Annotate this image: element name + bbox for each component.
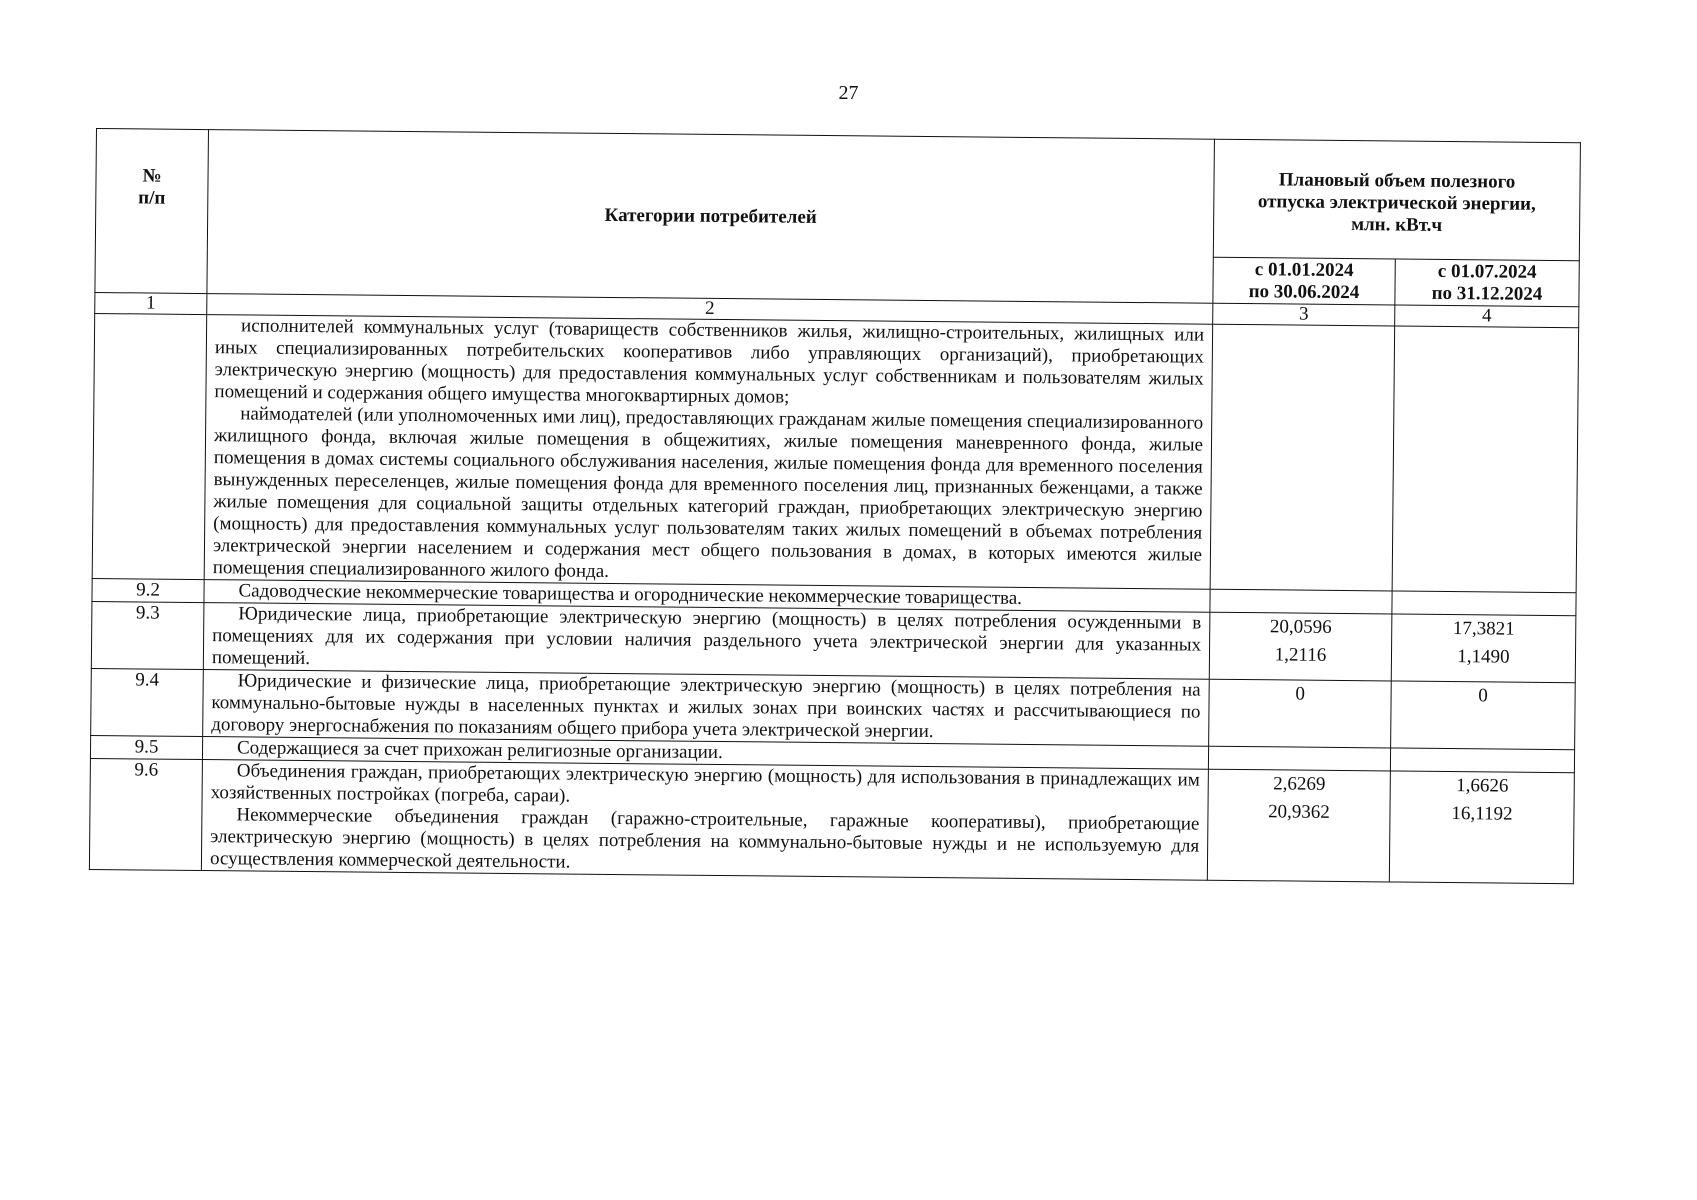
value-entry: 0 xyxy=(1478,685,1488,707)
value-entry: 17,3821 xyxy=(1452,618,1515,640)
value-entry: 20,9362 xyxy=(1268,801,1330,823)
column-index-3: 3 xyxy=(1213,303,1395,326)
column-index-1: 1 xyxy=(95,292,207,314)
value-period-2 xyxy=(1389,771,1574,884)
value-entry: 1,1490 xyxy=(1457,646,1510,668)
row-category-text xyxy=(201,760,1208,881)
value-period-2 xyxy=(1390,748,1574,773)
header-period-2: с 01.07.2024 по 31.12.2024 xyxy=(1395,259,1579,307)
category-paragraph: Юридические лица, приобретающие электрическую энергию (мощность) в целях потребления осужденными в помещениях для их содержания при условии наличия раздельного учета электрической энергии для указанных помещений. xyxy=(211,603,1202,670)
value-period-1 xyxy=(1209,612,1392,681)
row-category-text xyxy=(204,315,1212,590)
value-period-2 xyxy=(1391,681,1576,750)
category-paragraph: Садоводческие некоммерческие товарищества и огороднические некоммерческие товарищества. xyxy=(238,580,1023,609)
category-paragraph: Объединения граждан, приобретающих электрическую энергию (мощность) для использования в принадлежащих им хозяйственных постройках (погреба, сараи). xyxy=(210,760,1200,807)
category-paragraph: наймодателей (или уполномоченных ими лиц), предоставляющих гражданам жилые помещения специализированного жилищного фонда, включая жилые помещения в общежитиях, жилые помещения маневренного фонда, жилые помещения в домах системы социального обслуживания населения, жилые помещения фонда для временного поселения вынужденных переселенцев, жилые помещения фонда для временного поселения лиц, признанных беженцами, а также жилые помещения для социальной защиты отдельных категорий граждан, приобретающих электрическую энергию (мощность) для предоставления коммунальных услуг пользователям таких жилых помещений в объемах потребления электрической энергии населением и содержания мест общего пользования в домах, в которых имеются жилые помещения специализированного жилого фонда. xyxy=(212,403,1204,582)
row-number: 9.6 xyxy=(89,758,202,870)
row-category-text xyxy=(203,603,1210,680)
table-body xyxy=(89,313,1578,883)
value-period-1 xyxy=(1207,769,1390,882)
value-period-2 xyxy=(1392,591,1576,616)
value-entry: 2,6269 xyxy=(1273,773,1326,795)
header-plan-volume: Плановый объем полезного отпуска электрической энергии, млн. кВт.ч xyxy=(1213,139,1580,261)
category-paragraph: Юридические и физические лица, приобретающие электрическую энергию (мощность) в целях потребления на коммунально-бытовые нужды в населенных пунктах и жилых зонах при воинских частях и рассчитывающиеся по договору энергоснабжения по показаниям общего прибора учета электрической энергии. xyxy=(211,670,1201,743)
row-number: 9.4 xyxy=(91,668,204,736)
row-number: 9.5 xyxy=(90,735,202,759)
consumer-category-table xyxy=(89,128,1581,884)
value-entry: 1,6626 xyxy=(1456,775,1509,797)
category-paragraph: исполнителей коммунальных услуг (товариществ собственников жилья, жилищно-строительных, жилищных или иных специализированных потребительских кооперативов либо управляющих организаций), приобретающих электрическую энергию (мощность) для предоставления коммунальных услуг собственникам и пользователям жилых помещений и содержания общего имущества многоквартирных домов; xyxy=(214,315,1205,408)
row-number: 9.3 xyxy=(91,601,204,669)
value-entry: 1,2116 xyxy=(1274,644,1327,666)
header-category: Категории потребителей xyxy=(207,130,1215,304)
category-paragraph: Некоммерческие объединения граждан (гаражно-строительные, гаражные кооперативы), приобретающие электрическую энергию (мощность) в целях потребления на коммунально-бытовые нужды и не используемую для осуществления коммерческой деятельности. xyxy=(209,804,1200,873)
header-period-1: с 01.01.2024 по 30.06.2024 xyxy=(1213,257,1395,305)
category-paragraph: Содержащиеся за счет прихожан религиозные организации. xyxy=(236,737,723,764)
value-entry: 16,1192 xyxy=(1451,803,1513,825)
value-period-1 xyxy=(1208,746,1390,771)
value-period-1 xyxy=(1209,679,1392,748)
value-period-1 xyxy=(1210,324,1395,591)
header-num: № п/п xyxy=(95,129,209,294)
value-period-2 xyxy=(1391,614,1576,683)
column-index-2: 2 xyxy=(207,294,1213,325)
table-row xyxy=(92,313,1578,592)
value-entry: 20,0596 xyxy=(1269,616,1332,638)
row-number: 9.2 xyxy=(92,578,204,602)
value-entry: 0 xyxy=(1295,683,1305,705)
row-number xyxy=(92,313,207,579)
value-period-2 xyxy=(1392,326,1579,593)
value-period-1 xyxy=(1210,589,1392,614)
table-row xyxy=(89,758,1574,883)
page-number: 27 xyxy=(838,82,859,104)
column-index-4: 4 xyxy=(1395,305,1579,328)
row-category-text xyxy=(203,670,1210,747)
